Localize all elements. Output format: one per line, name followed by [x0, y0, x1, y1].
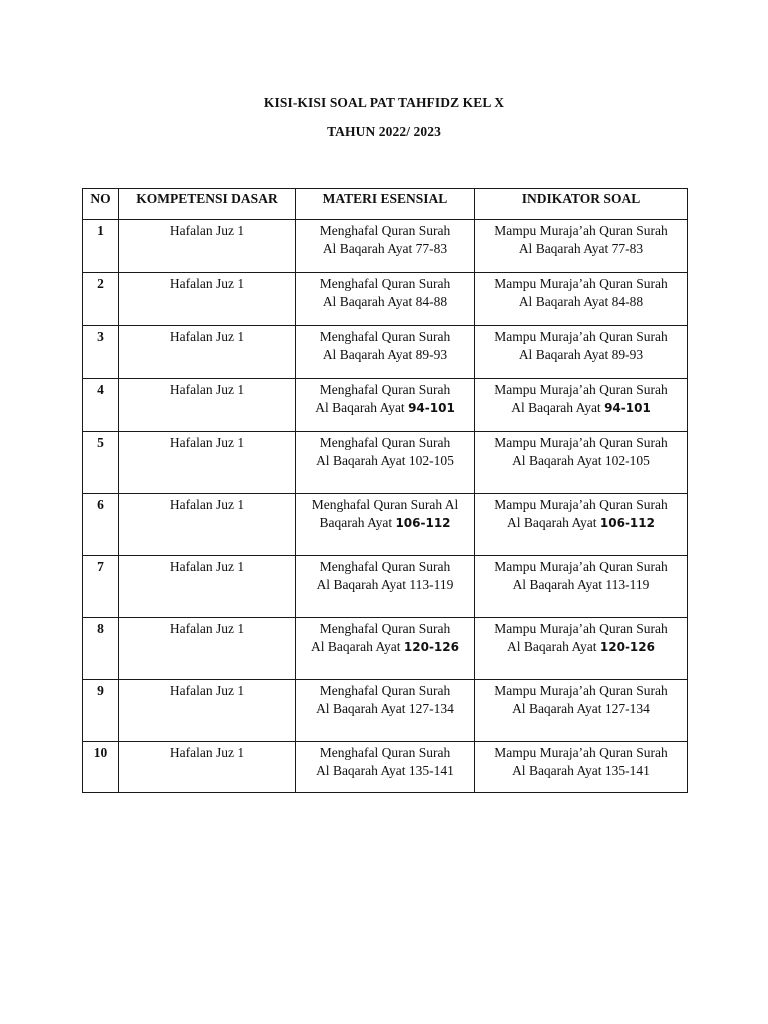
indikator-soal-cell — [475, 494, 688, 556]
materi-line-1: Menghafal Quran Surah — [319, 382, 451, 397]
indikator-line-1: Mampu Muraja’ah Quran Surah — [494, 497, 668, 512]
indikator-line-2: Al Baqarah Ayat — [507, 515, 600, 530]
header-no: NO — [83, 189, 119, 220]
table-row — [83, 379, 688, 432]
materi-line-2: Al Baqarah Ayat 77-83 — [322, 241, 448, 256]
indikator-line-2: Al Baqarah Ayat 77-83 — [518, 241, 644, 256]
indikator-soal-cell — [475, 680, 688, 742]
materi-line-1: Menghafal Quran Surah — [319, 683, 451, 698]
indikator-soal-cell — [475, 379, 688, 432]
materi-line-2: Al Baqarah Ayat 102-105 — [316, 453, 454, 468]
kompetensi-dasar-cell: Hafalan Juz 1 — [119, 273, 296, 326]
table-row — [83, 742, 688, 793]
table-row — [83, 220, 688, 273]
document-title: KISI-KISI SOAL PAT TAHFIDZ KEL X — [263, 95, 505, 110]
materi-line-2: Baqarah Ayat — [319, 515, 396, 530]
materi-esensial-cell — [296, 432, 475, 494]
materi-line-1: Menghafal Quran Surah — [319, 435, 451, 450]
row-number: 9 — [83, 680, 119, 742]
materi-line-2: Al Baqarah Ayat — [311, 639, 404, 654]
kompetensi-dasar-cell: Hafalan Juz 1 — [119, 326, 296, 379]
materi-ayat-range: 106-112 — [395, 516, 451, 530]
indikator-soal-cell — [475, 432, 688, 494]
materi-line-2: Al Baqarah Ayat 89-93 — [322, 347, 448, 362]
row-number: 1 — [83, 220, 119, 273]
kisi-kisi-table — [82, 188, 688, 793]
indikator-soal-cell — [475, 556, 688, 618]
table-row — [83, 432, 688, 494]
kompetensi-dasar-cell: Hafalan Juz 1 — [119, 742, 296, 793]
materi-line-1: Menghafal Quran Surah — [319, 559, 451, 574]
materi-line-1: Menghafal Quran Surah — [319, 745, 451, 760]
kompetensi-dasar-cell: Hafalan Juz 1 — [119, 618, 296, 680]
row-number: 6 — [83, 494, 119, 556]
indikator-line-2: Al Baqarah Ayat 127-134 — [512, 701, 650, 716]
kompetensi-dasar-cell: Hafalan Juz 1 — [119, 556, 296, 618]
materi-esensial-cell — [296, 556, 475, 618]
indikator-soal-cell — [475, 742, 688, 793]
materi-line-1: Menghafal Quran Surah — [319, 621, 451, 636]
indikator-line-2: Al Baqarah Ayat 102-105 — [512, 453, 650, 468]
materi-line-2: Al Baqarah Ayat 113-119 — [316, 577, 454, 592]
row-number: 5 — [83, 432, 119, 494]
materi-ayat-range: 94-101 — [408, 401, 455, 415]
materi-esensial-cell — [296, 379, 475, 432]
indikator-line-2: Al Baqarah Ayat 135-141 — [512, 763, 650, 778]
indikator-line-1: Mampu Muraja’ah Quran Surah — [494, 329, 668, 344]
materi-esensial-cell — [296, 742, 475, 793]
indikator-line-2: Al Baqarah Ayat 84-88 — [518, 294, 644, 309]
table-row — [83, 556, 688, 618]
indikator-line-2: Al Baqarah Ayat — [507, 639, 600, 654]
header-indikator-soal: INDIKATOR SOAL — [475, 189, 688, 220]
indikator-line-1: Mampu Muraja’ah Quran Surah — [494, 559, 668, 574]
kompetensi-dasar-cell: Hafalan Juz 1 — [119, 220, 296, 273]
table-header-row — [83, 189, 688, 220]
indikator-soal-cell — [475, 618, 688, 680]
table-row — [83, 680, 688, 742]
kompetensi-dasar-cell: Hafalan Juz 1 — [119, 432, 296, 494]
table-row — [83, 618, 688, 680]
indikator-ayat-range: 94-101 — [604, 401, 651, 415]
document-subtitle-year: TAHUN 2022/ 2023 — [327, 124, 441, 139]
row-number: 8 — [83, 618, 119, 680]
indikator-soal-cell — [475, 326, 688, 379]
indikator-soal-cell — [475, 220, 688, 273]
materi-esensial-cell — [296, 273, 475, 326]
indikator-line-1: Mampu Muraja’ah Quran Surah — [494, 223, 668, 238]
indikator-line-2: Al Baqarah Ayat — [511, 400, 605, 415]
table-row — [83, 273, 688, 326]
materi-line-1: Menghafal Quran Surah — [319, 276, 451, 291]
materi-esensial-cell — [296, 494, 475, 556]
indikator-ayat-range: 106-112 — [599, 516, 655, 530]
header-materi-esensial: MATERI ESENSIAL — [296, 189, 475, 220]
materi-line-1: Menghafal Quran Surah — [319, 223, 451, 238]
materi-line-1: Menghafal Quran Surah Al — [311, 497, 459, 512]
indikator-line-1: Mampu Muraja’ah Quran Surah — [494, 276, 668, 291]
materi-line-1: Menghafal Quran Surah — [319, 329, 451, 344]
kompetensi-dasar-cell: Hafalan Juz 1 — [119, 680, 296, 742]
indikator-line-2: Al Baqarah Ayat 89-93 — [518, 347, 644, 362]
materi-esensial-cell — [296, 326, 475, 379]
materi-esensial-cell — [296, 680, 475, 742]
indikator-soal-cell — [475, 273, 688, 326]
row-number: 10 — [83, 742, 119, 793]
table-row — [83, 494, 688, 556]
header-kompetensi-dasar: KOMPETENSI DASAR — [119, 189, 296, 220]
indikator-line-1: Mampu Muraja’ah Quran Surah — [494, 382, 668, 397]
indikator-ayat-range: 120-126 — [599, 640, 655, 654]
materi-line-2: Al Baqarah Ayat 84-88 — [322, 294, 448, 309]
row-number: 4 — [83, 379, 119, 432]
table-row — [83, 326, 688, 379]
materi-line-2: Al Baqarah Ayat 135-141 — [316, 763, 454, 778]
indikator-line-1: Mampu Muraja’ah Quran Surah — [494, 621, 668, 636]
kompetensi-dasar-cell: Hafalan Juz 1 — [119, 494, 296, 556]
row-number: 3 — [83, 326, 119, 379]
row-number: 7 — [83, 556, 119, 618]
indikator-line-2: Al Baqarah Ayat 113-119 — [512, 577, 650, 592]
kompetensi-dasar-cell: Hafalan Juz 1 — [119, 379, 296, 432]
indikator-line-1: Mampu Muraja’ah Quran Surah — [494, 745, 668, 760]
materi-esensial-cell — [296, 618, 475, 680]
indikator-line-1: Mampu Muraja’ah Quran Surah — [494, 435, 668, 450]
materi-esensial-cell — [296, 220, 475, 273]
indikator-line-1: Mampu Muraja’ah Quran Surah — [494, 683, 668, 698]
materi-ayat-range: 120-126 — [403, 640, 459, 654]
row-number: 2 — [83, 273, 119, 326]
materi-line-2: Al Baqarah Ayat 127-134 — [316, 701, 454, 716]
materi-line-2: Al Baqarah Ayat — [315, 400, 409, 415]
